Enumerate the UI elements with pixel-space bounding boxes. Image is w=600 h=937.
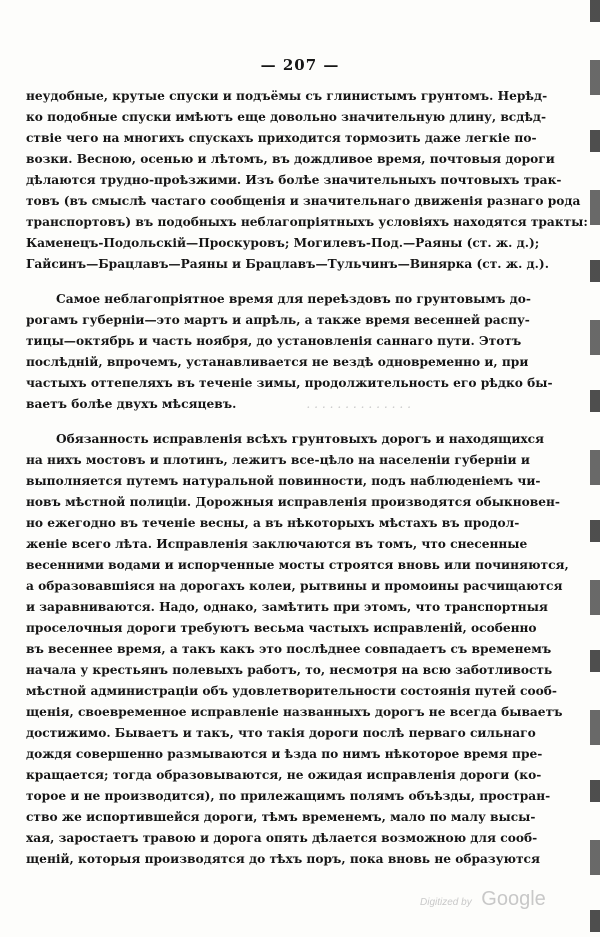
text-line: щеній, которыя производятся до тѣхъ поръ, пока вновь не образуются	[26, 852, 540, 866]
body-text	[26, 86, 588, 870]
paragraph	[26, 429, 569, 870]
text-line: въ весеннее время, а такъ какъ это послѣднее совпадаетъ съ временемъ	[26, 642, 552, 656]
text-line: но ежегодно въ теченіе весны, а въ нѣкоторыхъ мѣстахъ въ продол-	[26, 516, 520, 530]
text-line: хая, заростаетъ травою и дорога опять дѣлается возможною для сооб-	[26, 831, 538, 845]
text-line: проселочныя дороги требуютъ весьма частыхъ исправленій, особенно	[26, 621, 537, 635]
text-line: новъ мѣстной полиціи. Дорожныя исправленія производятся обыкновен-	[26, 495, 560, 509]
text-line: ко подобные спуски имѣютъ еще довольно значительную длину, всдѣд-	[26, 110, 547, 124]
text-line-main: ваетъ болѣе двухъ мѣсяцевъ.	[26, 397, 237, 411]
text-line: Гайсинъ—Брацлавъ—Раяны и Брацлавъ—Тульчинъ—Винярка (ст. ж. д.).	[26, 257, 549, 271]
paragraph	[26, 289, 553, 415]
text-line: достижимо. Бываетъ и такъ, что такія дороги послѣ перваго сильнаго	[26, 726, 536, 740]
text-line: дѣлаются трудно-проѣзжими. Изъ болѣе значительныхъ почтовыхъ трак-	[26, 173, 562, 187]
text-line: ство же испортившейся дороги, тѣмъ временемъ, мало по малу высы-	[26, 810, 536, 824]
watermark-prefix: Digitized by	[420, 897, 472, 908]
text-line: Самое неблагопріятное время для переѣздовъ по грунтовымъ до-	[56, 292, 531, 306]
faded-text: . . . . . . . . . . . . . .	[306, 397, 411, 411]
text-line: товъ (въ смыслѣ частаго сообщенія и значительнаго движенія разнаго рода	[26, 194, 581, 208]
text-line: на нихъ мостовъ и плотинъ, лежитъ все-цѣло на населеніи губерніи и	[26, 453, 530, 467]
text-line: Обязанность исправленія всѣхъ грунтовыхъ дорогъ и находящихся	[56, 432, 545, 446]
text-line: женіе всего лѣта. Исправленія заключаются въ томъ, что снесенные	[26, 537, 528, 551]
text-line: щенія, своевременное исправленіе названныхъ дорогъ не всегда бываетъ	[26, 705, 563, 719]
text-line: торое и не производится), по прилежащимъ полямъ объѣзды, простран-	[26, 789, 551, 803]
text-line: тицы—октябрь и часть ноября, до установленія саннаго пути. Этотъ	[26, 334, 522, 348]
text-line: и заравниваются. Надо, однако, замѣтить при этомъ, что транспортныя	[26, 600, 548, 614]
watermark-brand: Google	[481, 888, 546, 910]
text-line: рогамъ губерніи—это мартъ и апрѣль, а также время весенней распу-	[26, 313, 530, 327]
paragraph-gap	[26, 415, 514, 429]
text-line: выполняется путемъ натуральной повинности, подъ наблюденіемъ чи-	[26, 474, 541, 488]
text-line: частыхъ оттепеляхъ въ теченіе зимы, продолжительность его рѣдко бы-	[26, 376, 553, 390]
text-line: дождя совершенно размываются и ѣзда по нимъ нѣкоторое время пре-	[26, 747, 543, 761]
watermark	[420, 888, 546, 911]
text-line: весенними водами и испорченные мосты строятся вновь или починяются,	[26, 558, 569, 572]
text-line: а образовавшіяся на дорогахъ колеи, рытвины и промоины расчищаются	[26, 579, 563, 593]
text-line: неудобные, крутые спуски и подъёмы съ глинистымъ грунтомъ. Нерѣд-	[26, 89, 548, 103]
text-line: возки. Весною, осенью и лѣтомъ, въ дождливое время, почтовыя дороги	[26, 152, 555, 166]
page-edge-scan-artifact	[590, 0, 600, 937]
paragraph-gap	[26, 275, 514, 289]
text-line: кращается; тогда образовываются, не ожидая исправленія дороги (ко-	[26, 768, 542, 782]
text-line: Каменецъ-Подольскій—Проскуровъ; Могилевъ-Под.—Раяны (ст. ж. д.);	[26, 236, 540, 250]
text-line: начала у крестьянъ полевыхъ работъ, то, несмотря на всю заботливость	[26, 663, 553, 677]
page-number: — 207 —	[260, 56, 340, 74]
text-line: послѣдній, впрочемъ, устанавливается не вездѣ одновременно и, при	[26, 355, 529, 369]
paragraph	[26, 86, 588, 275]
text-line	[26, 394, 514, 415]
text-line: ствіе чего на многихъ спускахъ приходится тормозить даже легкіе по-	[26, 131, 537, 145]
text-line: мѣстной администраціи объ удовлетворительности состоянія путей сооб-	[26, 684, 557, 698]
text-line: транспортовъ) въ подобныхъ неблагопріятныхъ условіяхъ находятся тракты:	[26, 215, 588, 229]
